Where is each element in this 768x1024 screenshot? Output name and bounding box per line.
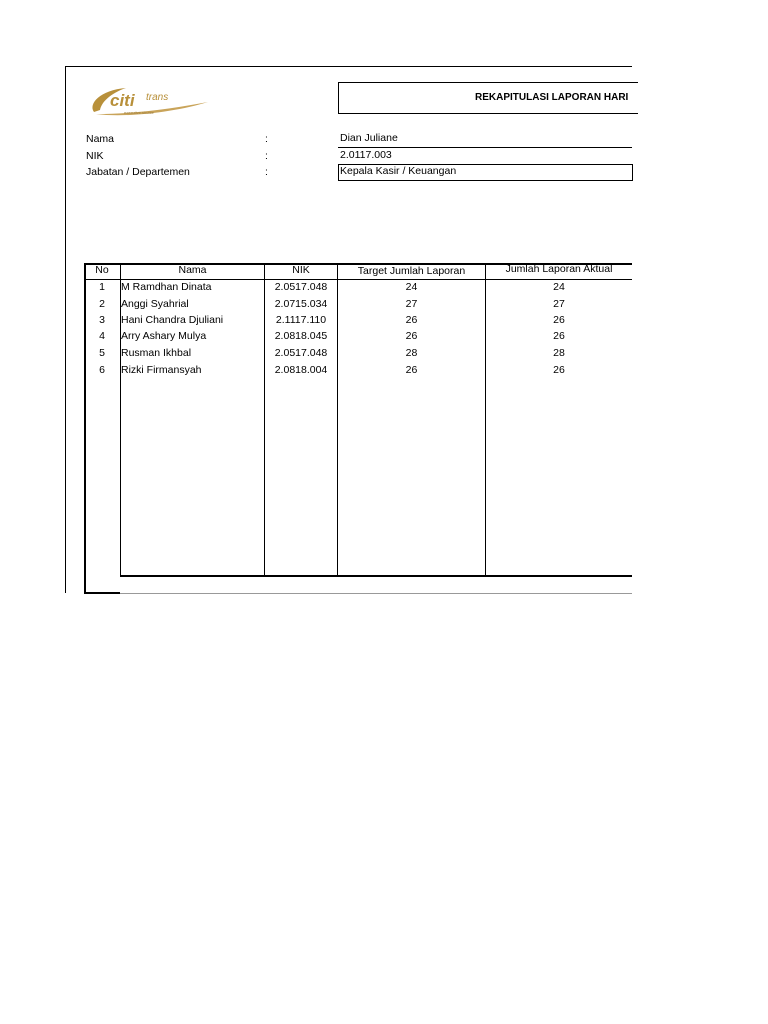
info-value-nik: 2.0117.003 [340, 149, 392, 161]
cell-no: 3 [99, 314, 105, 326]
frame-left-border [65, 66, 66, 593]
cell-target: 24 [405, 281, 418, 293]
info-label-nama: Nama [86, 133, 115, 145]
svg-text:citi: citi [110, 91, 135, 110]
svg-text:executive shuttle: executive shuttle [124, 110, 154, 115]
company-logo [86, 84, 212, 120]
info-underline [338, 147, 632, 148]
header-nama: Nama [178, 264, 207, 276]
cell-nik: 2.0818.004 [274, 364, 328, 376]
cell-nama: Hani Chandra Djuliani [121, 314, 224, 326]
cell-target: 26 [405, 330, 418, 342]
cell-aktual: 28 [553, 347, 565, 359]
cell-nama: M Ramdhan Dinata [121, 281, 212, 293]
cell-nama: Arry Ashary Mulya [121, 330, 207, 342]
cell-nik: 2.0818.045 [274, 330, 328, 342]
table-left-border [84, 263, 86, 594]
cell-no: 5 [99, 347, 105, 359]
cell-target: 26 [405, 364, 418, 376]
table-bottom-border [120, 593, 632, 594]
cell-nik: 2.0517.048 [274, 281, 328, 293]
report-title: REKAPITULASI LAPORAN HARI [475, 92, 629, 103]
table-header-border [84, 279, 632, 280]
info-label-nik: NIK [86, 150, 104, 162]
cell-target: 28 [405, 347, 418, 359]
cell-no: 6 [99, 364, 105, 376]
cell-aktual: 27 [553, 298, 565, 310]
cell-aktual: 26 [553, 314, 565, 326]
cell-nik: 2.1117.110 [275, 314, 327, 326]
cell-target: 27 [405, 298, 418, 310]
cell-nama: Rusman Ikhbal [121, 347, 192, 359]
svg-text:trans: trans [146, 92, 169, 103]
table-bottom-left [84, 592, 120, 594]
info-colon: : [265, 150, 268, 162]
citi-trans-logo-icon [86, 84, 212, 120]
cell-aktual: 24 [553, 281, 565, 293]
cell-no: 2 [99, 298, 105, 310]
cell-nama: Rizki Firmansyah [121, 364, 202, 376]
cell-aktual: 26 [553, 330, 565, 342]
cell-no: 4 [99, 330, 105, 342]
header-no: No [95, 264, 109, 276]
info-colon: : [265, 166, 268, 178]
info-label-jabatan: Jabatan / Departemen [86, 166, 190, 178]
cell-no: 1 [99, 281, 105, 293]
info-value-jabatan: Kepala Kasir / Keuangan [340, 165, 457, 177]
table-inner-bottom [120, 575, 632, 577]
info-colon: : [265, 133, 268, 145]
cell-aktual: 26 [553, 364, 565, 376]
info-value-nama: Dian Juliane [340, 132, 398, 144]
frame-top-border [65, 66, 632, 67]
cell-nama: Anggi Syahrial [121, 298, 189, 310]
cell-nik: 2.0517.048 [274, 347, 328, 359]
header-target: Target Jumlah Laporan [357, 265, 466, 277]
header-nik: NIK [292, 264, 310, 276]
cell-nik: 2.0715.034 [274, 298, 328, 310]
header-aktual: Jumlah Laporan Aktual [505, 263, 613, 275]
cell-target: 26 [405, 314, 418, 326]
